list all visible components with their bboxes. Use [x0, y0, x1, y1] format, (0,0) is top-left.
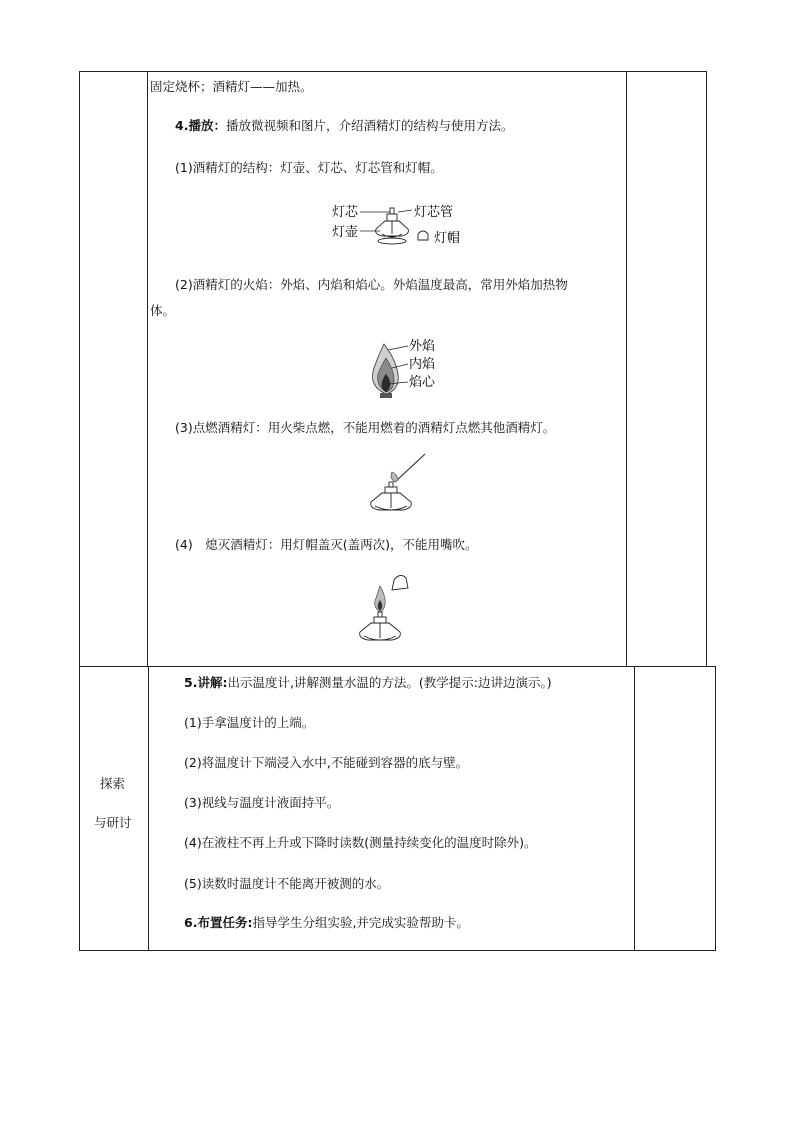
- alcohol-lamp-icon: [371, 482, 412, 510]
- row-label-line1: 探索: [100, 776, 126, 791]
- lamp-cap-icon: [418, 231, 428, 240]
- label-outer-flame: 外焰: [409, 339, 436, 354]
- step-1: (1)手拿温度计的上端。: [184, 715, 315, 730]
- paragraph-extinguish: (4) 熄灭酒精灯：用灯帽盖灭(盖两次)，不能用嘴吹。: [175, 537, 478, 552]
- column-divider-right: [634, 667, 635, 950]
- paragraph-flame-line2: 体。: [150, 303, 176, 318]
- paragraph-4-heading: 4.播放：: [175, 118, 226, 133]
- alcohol-lamp-structure-figure: [330, 196, 470, 252]
- flame-icon: [373, 344, 399, 398]
- label-flame-core: 焰心: [409, 375, 436, 390]
- step-5: (5)读数时温度计不能离开被测的水。: [184, 876, 390, 891]
- paragraph-structure: (1)酒精灯的结构：灯壶、灯芯、灯芯管和灯帽。: [175, 160, 443, 175]
- paragraph-flame-line1: (2)酒精灯的火焰：外焰、内焰和焰心。外焰温度最高，常用外焰加热物: [175, 277, 568, 292]
- lesson-table-bottom: [79, 666, 716, 951]
- column-divider-left: [148, 667, 149, 950]
- label-pot: 灯壶: [332, 225, 359, 240]
- step-3: (3)视线与温度计液面持平。: [184, 795, 340, 810]
- column-divider-left: [147, 72, 148, 666]
- label-inner-flame: 内焰: [409, 357, 436, 372]
- alcohol-lamp-icon: [376, 208, 409, 244]
- alcohol-lamp-icon: [360, 612, 401, 640]
- flame-zones-figure: [366, 336, 446, 402]
- step-2: (2)将温度计下端浸入水中,不能碰到容器的底与壁。: [184, 755, 469, 770]
- paragraph-intro: 固定烧杯；酒精灯——加热。: [150, 79, 313, 94]
- paragraph-4: [175, 118, 513, 134]
- paragraph-lighting: (3)点燃酒精灯：用火柴点燃，不能用燃着的酒精灯点燃其他酒精灯。: [175, 420, 556, 435]
- paragraph-6-heading: 6.布置任务:: [184, 915, 253, 930]
- label-tube: 灯芯管: [414, 205, 454, 220]
- label-cap: 灯帽: [434, 231, 461, 246]
- paragraph-5-body: 出示温度计,讲解测量水温的方法。(教学提示:边讲边演示。): [227, 675, 552, 690]
- paragraph-6-body: 指导学生分组实验,并完成实验帮助卡。: [252, 915, 469, 930]
- lamp-cap-icon: [392, 575, 408, 590]
- paragraph-4-body: 播放微视频和图片，介绍酒精灯的结构与使用方法。: [225, 118, 514, 133]
- extinguish-lamp-figure: [358, 570, 418, 650]
- match-icon: [391, 454, 425, 482]
- paragraph-6: [184, 915, 469, 931]
- paragraph-5: [184, 675, 552, 691]
- column-divider-right: [626, 72, 627, 666]
- row-label-line2: 与研讨: [94, 815, 132, 830]
- paragraph-5-heading: 5.讲解:: [184, 675, 228, 690]
- step-4: (4)在液柱不再上升或下降时读数(测量持续变化的温度时除外)。: [184, 835, 537, 850]
- label-wick: 灯芯: [332, 205, 359, 220]
- lighting-lamp-figure: [365, 452, 431, 518]
